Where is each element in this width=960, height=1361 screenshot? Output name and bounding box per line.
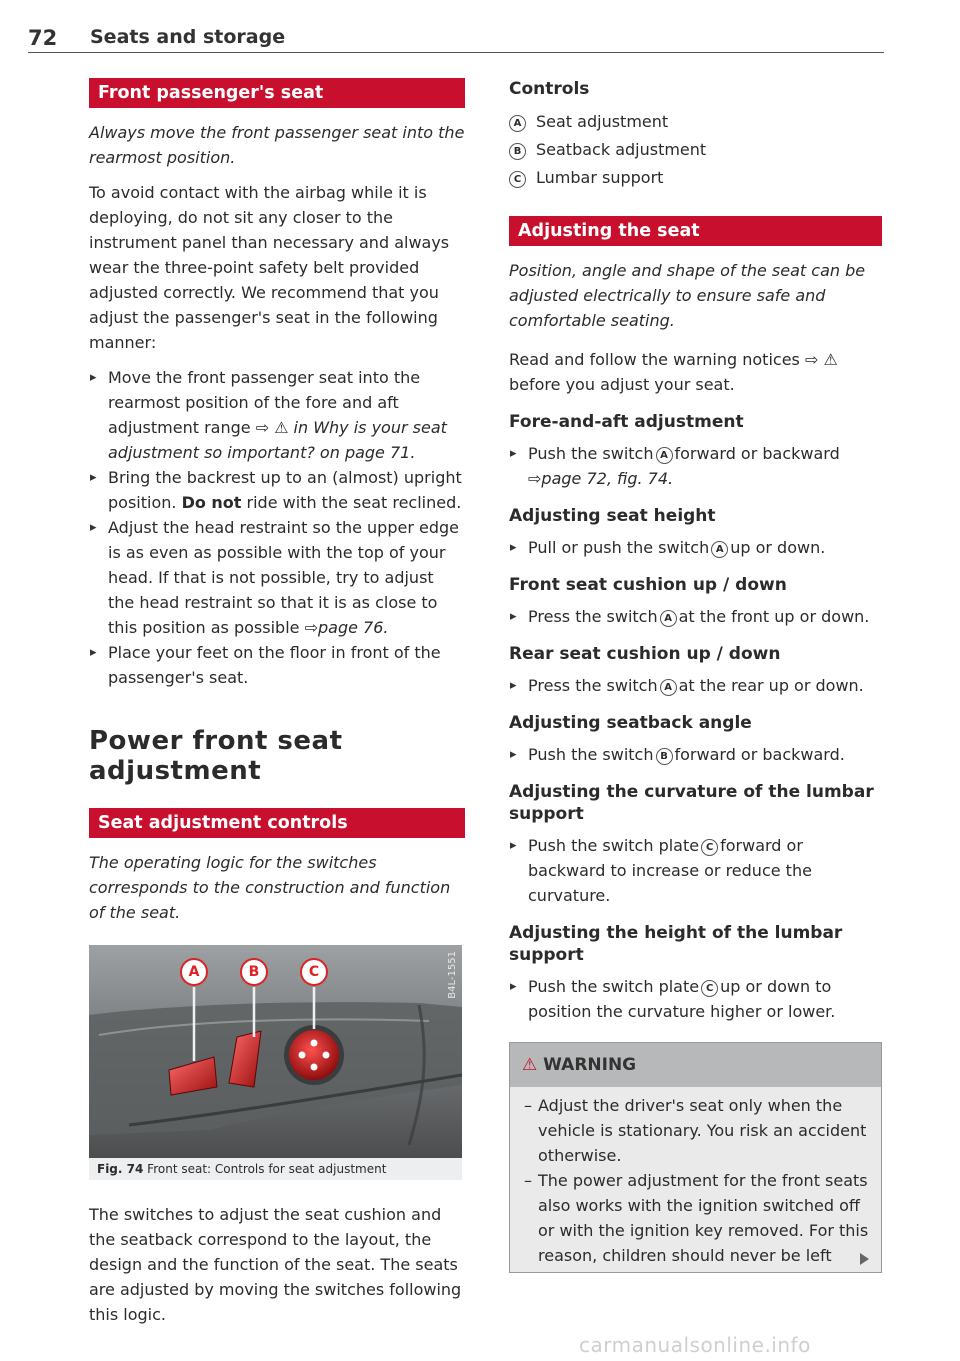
key-c-icon: C — [701, 980, 718, 997]
list-item — [89, 365, 465, 465]
figure-code: B4L-1551 — [447, 951, 458, 999]
list-item — [509, 535, 882, 560]
list-item — [509, 974, 882, 1024]
warning-text: The power adjustment for the front seats also works with the ignition switched off or with the ignition key removed. For this reason, children should never be left — [538, 1171, 869, 1265]
rear-cushion-steps — [509, 673, 882, 698]
step-text: Push the switch — [528, 745, 654, 764]
control-label: Seatback adjustment — [536, 140, 707, 159]
cross-reference-link[interactable]: ⇨page 76. — [304, 618, 389, 637]
cross-reference-link[interactable]: ⇨ ⚠ in Why is your seat adjustment so important? on page 71. — [108, 418, 447, 462]
key-a-icon: A — [711, 541, 728, 558]
step-text: up or down. — [730, 538, 826, 557]
step-text: at the rear up or down. — [678, 676, 864, 695]
right-column — [509, 78, 882, 1273]
seat-panel-drawing — [89, 945, 462, 1158]
step-text: Press the switch — [528, 676, 658, 695]
warning-title: WARNING — [543, 1055, 637, 1075]
figure-caption — [89, 1158, 462, 1180]
passenger-intro: Always move the front passenger seat into the rearmost position. — [89, 123, 465, 167]
rear-cushion-heading: Rear seat cushion up / down — [509, 644, 781, 664]
warning-body — [510, 1087, 881, 1272]
warning-icon: ⚠ — [522, 1055, 538, 1075]
reference-text: page 72, fig. 74. — [541, 469, 674, 488]
control-label: Seat adjustment — [536, 112, 669, 131]
front-cushion-steps — [509, 604, 882, 629]
power-seat-heading — [89, 726, 465, 786]
page-header — [28, 26, 884, 53]
key-b-icon: B — [509, 143, 526, 160]
label-c-callout: C — [300, 958, 328, 986]
step-text: ride with the seat reclined. — [246, 493, 462, 512]
continue-arrow-icon — [860, 1253, 869, 1265]
emphasis-text: Do not — [181, 493, 242, 512]
reference-text: in Why is your seat adjustment so important? on page 71. — [108, 418, 447, 462]
step-text: forward or backward to increase or reduce the curvature. — [528, 836, 812, 905]
key-a-icon: A — [660, 679, 677, 696]
step-text: at the front up or down. — [678, 607, 870, 626]
list-item — [509, 604, 882, 629]
adjusting-seat-heading: Adjusting the seat — [509, 216, 882, 246]
caption-label: Fig. 74 — [97, 1162, 144, 1176]
cross-reference-link[interactable]: ⇨page 72, fig. 74. — [528, 469, 674, 488]
step-text: forward or backward. — [674, 745, 845, 764]
notice-text: Read and follow the warning notices — [509, 350, 800, 369]
lumbar-height-steps — [509, 974, 882, 1024]
controls-body: The switches to adjust the seat cushion and the seatback correspond to the layout, the design and the function of the seat. The seats are adjusted by moving the switches following this logic. — [89, 1205, 462, 1324]
list-item — [509, 108, 882, 136]
seatback-heading: Adjusting seatback angle — [509, 713, 752, 733]
controls-heading: Controls — [509, 79, 590, 99]
list-item — [89, 640, 465, 690]
list-item: – The power adjustment for the front seats also works with the ignition switched off or with the ignition key removed. For this reason, children should never be left — [524, 1171, 869, 1265]
list-item — [89, 465, 465, 515]
step-text: Bring the backrest up to an (almost) upright position. — [108, 468, 462, 512]
label-b-callout: B — [240, 958, 268, 986]
list-item — [509, 742, 882, 767]
list-item — [509, 833, 882, 908]
passenger-steps — [89, 365, 465, 690]
watermark: carmanualsonline.info — [579, 1333, 811, 1357]
list-item — [509, 164, 882, 192]
key-b-icon: B — [656, 748, 673, 765]
step-text: forward or backward — [674, 444, 840, 463]
seatback-steps — [509, 742, 882, 767]
list-item — [509, 673, 882, 698]
lumbar-curvature-steps — [509, 833, 882, 908]
step-text: up or down to position the curvature higher or lower. — [528, 977, 836, 1021]
list-item — [509, 136, 882, 164]
label-a-callout: A — [180, 958, 208, 986]
page-number: 72 — [28, 26, 58, 50]
reference-text: page 76. — [317, 618, 389, 637]
warning-header — [510, 1043, 881, 1087]
step-text: Push the switch plate — [528, 836, 700, 855]
lumbar-curvature-heading: Adjusting the curvature of the lumbar support — [509, 782, 874, 824]
adjusting-read-notice — [509, 347, 882, 397]
key-c-icon: C — [509, 171, 526, 188]
step-text: Pull or push the switch — [528, 538, 710, 557]
section-title: Seats and storage — [90, 26, 286, 48]
step-text: Adjust the head restraint so the upper edge is as even as possible with the top of your head. If that is not possible, try to adjust the head restraint so that it is as close to this position as possible — [108, 518, 459, 637]
fore-aft-steps — [509, 441, 882, 491]
seat-controls-illustration — [89, 945, 462, 1158]
list-item: – Adjust the driver's seat only when the vehicle is stationary. You risk an accident otherwise. — [524, 1096, 867, 1165]
step-text: Move the front passenger seat into the rearmost position of the fore and aft adjustment range — [108, 368, 421, 437]
lumbar-height-heading: Adjusting the height of the lumbar support — [509, 923, 843, 965]
warning-icon: ⚠ — [823, 350, 838, 369]
warning-icon: ⚠ — [274, 418, 289, 437]
step-text: Place your feet on the floor in front of the passenger's seat. — [108, 643, 441, 687]
list-item — [509, 441, 882, 491]
control-label: Lumbar support — [536, 168, 664, 187]
adjusting-intro: Position, angle and shape of the seat can be adjusted electrically to ensure safe and comfortable seating. — [509, 261, 866, 330]
caption-text: Front seat: Controls for seat adjustment — [147, 1162, 387, 1176]
controls-list — [509, 108, 882, 192]
front-cushion-heading: Front seat cushion up / down — [509, 575, 787, 595]
key-a-icon: A — [656, 447, 673, 464]
step-text: Push the switch plate — [528, 977, 700, 996]
key-a-icon: A — [509, 115, 526, 132]
fore-aft-heading: Fore-and-aft adjustment — [509, 412, 744, 432]
heading-line: Power front seat — [89, 726, 343, 756]
passenger-seat-heading: Front passenger's seat — [89, 78, 465, 108]
figure-74 — [89, 945, 465, 1180]
seat-height-steps — [509, 535, 882, 560]
seat-controls-heading: Seat adjustment controls — [89, 808, 465, 838]
left-column — [89, 78, 465, 1327]
step-text: Press the switch — [528, 607, 658, 626]
warning-box — [509, 1042, 882, 1273]
controls-intro: The operating logic for the switches corresponds to the construction and function of the seat. — [89, 853, 451, 922]
heading-line: adjustment — [89, 756, 262, 786]
list-item — [89, 515, 465, 640]
key-a-icon: A — [660, 610, 677, 627]
seat-height-heading: Adjusting seat height — [509, 506, 716, 526]
step-text: Push the switch — [528, 444, 654, 463]
cross-reference-link[interactable]: ⇨ ⚠ — [804, 350, 838, 369]
notice-text: before you adjust your seat. — [509, 375, 735, 394]
warning-text: Adjust the driver's seat only when the vehicle is stationary. You risk an accident otherwise. — [538, 1096, 867, 1165]
key-c-icon: C — [701, 839, 718, 856]
passenger-body: To avoid contact with the airbag while it is deploying, do not sit any closer to the instrument panel than necessary and always wear the three-point safety belt provided adjusted correctly. We recommend that you adjust the passenger's seat in the following manner: — [89, 183, 450, 352]
